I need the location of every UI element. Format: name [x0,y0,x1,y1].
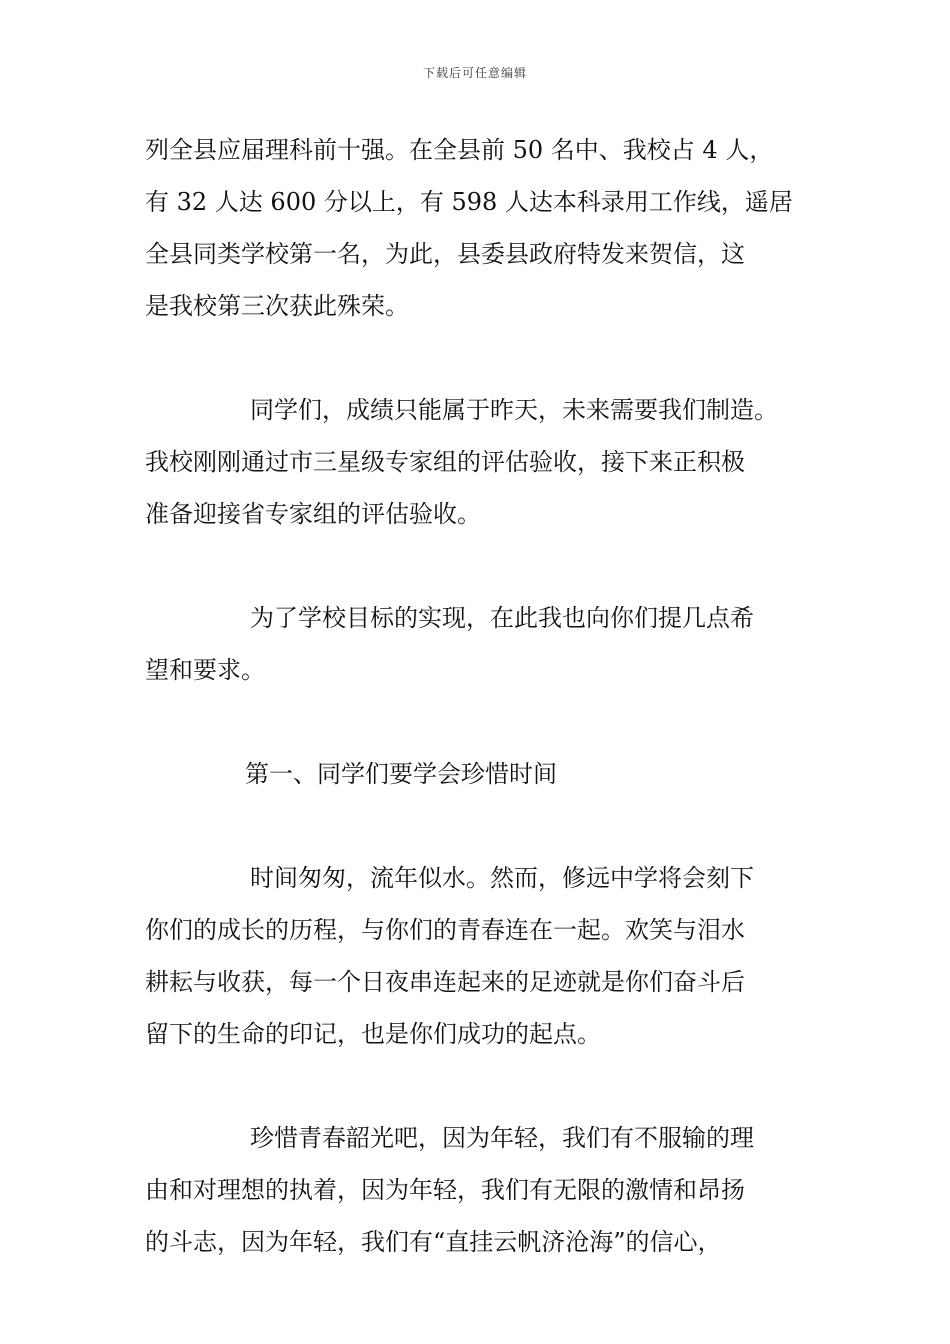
text-line: 我校刚刚通过市三星级专家组的评估验收，接下来正积极 [145,448,745,476]
section-heading [145,748,815,800]
text-line: 是我校第三次获此殊荣。 [145,292,409,320]
text-line: 时间匆匆，流年似水。然而，修远中学将会刻下 [250,864,754,892]
paragraph-youth [145,1112,815,1268]
paragraph-time [145,852,815,1060]
paragraph-future [145,384,815,540]
text-line: 留下的生命的印记，也是你们成功的起点。 [145,1020,601,1048]
document-body [145,124,815,1268]
text-line: 有 32 人达 600 分以上，有 598 人达本科录用工作线，遥居 [145,188,793,216]
text-line: 由和对理想的执着，因为年轻，我们有无限的激情和昂扬 [145,1176,745,1204]
text-line: 列全县应届理科前十强。在全县前 50 名中、我校占 4 人， [145,136,774,164]
text-line: 你们的成长的历程，与你们的青春连在一起。欢笑与泪水 [145,916,745,944]
paragraph-results [145,124,815,332]
paragraph-hopes [145,592,815,696]
text-line: 全县同类学校第一名，为此，县委县政府特发来贺信，这 [145,240,745,268]
text-line: 同学们，成绩只能属于昨天，未来需要我们制造。 [250,396,778,424]
text-line: 耕耘与收获，每一个日夜串连起来的足迹就是你们奋斗后 [145,968,745,996]
text-line: 珍惜青春韶光吧，因为年轻，我们有不服输的理 [250,1124,754,1152]
text-line: 准备迎接省专家组的评估验收。 [145,500,481,528]
text-line: 为了学校目标的实现，在此我也向你们提几点希 [250,604,754,632]
page-header: 下载后可任意编辑 [422,66,527,80]
heading-text: 第一、同学们要学会珍惜时间 [245,760,557,788]
text-line: 望和要求。 [145,656,265,684]
text-line: 的斗志，因为年轻，我们有“直挂云帆济沧海”的信心， [145,1228,722,1256]
